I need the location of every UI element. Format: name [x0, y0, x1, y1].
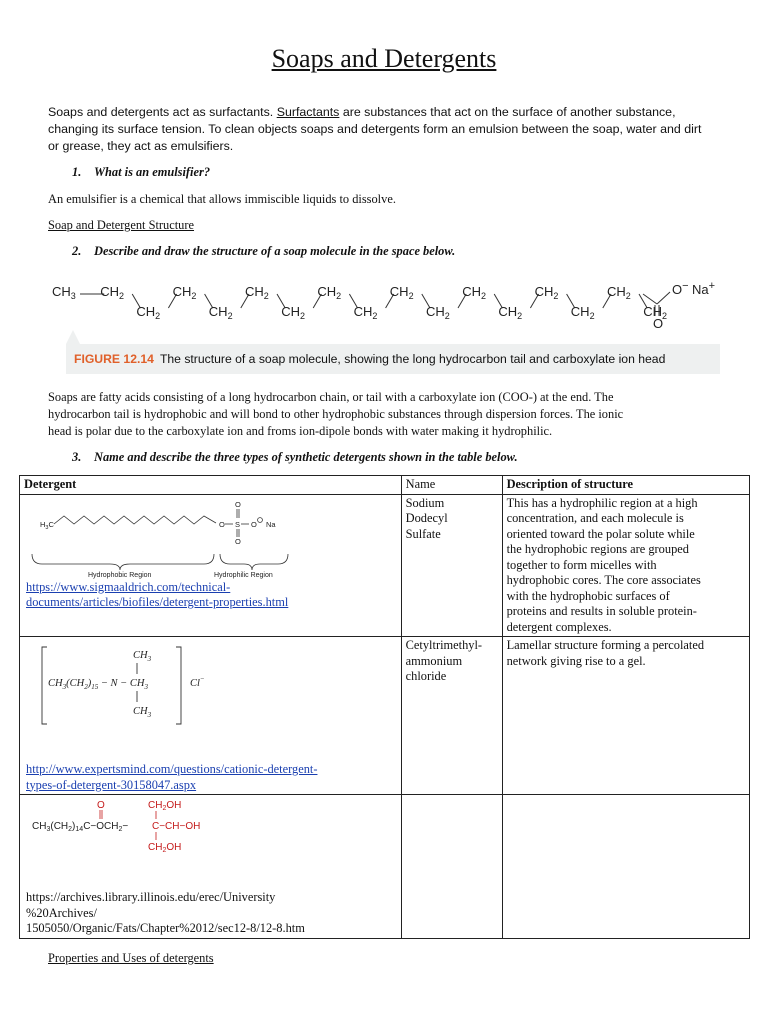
question-2: [72, 244, 455, 259]
description-line: This has a hydrophilic region at a high: [506, 495, 698, 510]
table-header-row: [20, 476, 750, 495]
description-line: proteins and results in soluble protein-: [506, 604, 697, 618]
figure-caption: [66, 344, 720, 374]
name-line: chloride: [405, 669, 447, 683]
question-text: Name and describe the three types of synthetic detergents shown in the table below.: [94, 450, 518, 464]
row2-name-cell: [401, 637, 502, 795]
row3-name-cell: [401, 795, 502, 939]
carbonyl-oxygen-label: O: [653, 316, 664, 331]
row1-description-cell: [502, 494, 749, 637]
carbonyl-oxygen-label: O: [97, 800, 105, 811]
ch2oh-top-label: $CH_2OH$: [148, 800, 182, 812]
row1-name-cell: [401, 494, 502, 637]
description-line: concentration, and each molecule is: [506, 511, 684, 525]
ch2-label: $CH_2$: [172, 284, 197, 301]
header-description: Description of structure: [502, 476, 749, 495]
row2-detergent-cell: [20, 637, 402, 795]
ch3-top-label: $CH_3$: [133, 650, 152, 663]
chain-label: $CH_3(CH_2)_{15} - N - CH_3$: [48, 678, 148, 691]
answer-2: [48, 389, 748, 440]
answer-2-line: hydrocarbon tail is hydrophobic and will bond to other hydrophobic substances through dispersion forces. The ionic: [48, 407, 624, 421]
name-line: Sodium: [405, 495, 445, 510]
question-text: What is an emulsifier?: [94, 165, 211, 179]
caption-pointer: [66, 326, 80, 344]
ch2-label: $CH_2$: [643, 304, 667, 321]
hydrophilic-region-label: Hydrophilic Region: [214, 571, 273, 579]
ch2-label: $CH_2$: [317, 284, 342, 301]
sodium-label: Na+: [692, 280, 716, 297]
hydrophobic-region-label: Hydrophobic Region: [88, 571, 152, 579]
ch2-label: $CH_2$: [426, 304, 450, 321]
name-line: Sulfate: [405, 526, 441, 541]
archives-url-line: %20Archives/: [26, 905, 97, 920]
sds-structure-diagram: [26, 496, 306, 580]
ctac-structure-diagram: [40, 644, 260, 736]
page-title: Soaps and Detergents: [271, 44, 497, 73]
intro-text: are substances that act on the surface of another substance,: [339, 105, 676, 119]
description-line: oriented toward the polar solute while: [506, 526, 695, 541]
ch2-label: $CH_2$: [607, 284, 631, 301]
expertsmind-link[interactable]: http://www.expertsmind.com/questions/cationic-detergent-: [26, 762, 318, 776]
intro-text: Soaps and detergents act as surfactants.: [48, 105, 277, 119]
sodium-label: Na: [266, 519, 276, 529]
name-line: Dodecyl: [405, 511, 448, 525]
monoglyceride-structure-diagram: [30, 798, 230, 856]
header-detergent: Detergent: [20, 476, 402, 495]
sulfur-label: S: [235, 519, 241, 529]
oxygen-label: O: [251, 519, 257, 529]
ch2-label: $CH_2$: [353, 304, 378, 321]
surfactants-term: Surfactants: [276, 105, 340, 119]
answer-1: An emulsifier is a chemical that allows immiscible liquids to dissolve.: [48, 192, 396, 206]
description-line: the hydrophobic regions are grouped: [506, 542, 689, 556]
answer-2-line: Soaps are fatty acids consisting of a long hydrocarbon chain, or tail with a carboxylate ion (COO-) at the end. The: [48, 390, 614, 404]
question-number: 2.: [72, 244, 82, 258]
section-heading-structure: Soap and Detergent Structure: [48, 218, 195, 232]
ch2-label: $CH_2$: [570, 304, 595, 321]
detergent-table: [19, 475, 750, 939]
row1-detergent-cell: [20, 494, 402, 637]
h3c-label: $H_3C$: [40, 519, 54, 531]
oxygen-label: O: [219, 519, 225, 529]
answer-2-line: head is polar due to the carboxylate ion and froms ion-dipole bonds with water making it hydrophilic.: [48, 424, 553, 438]
oxygen-label: O: [235, 499, 241, 509]
description-line: together to form micelles with: [506, 557, 657, 572]
question-text: Describe and draw the structure of a soap molecule in the space below.: [94, 244, 456, 258]
sigma-aldrich-link[interactable]: documents/articles/biofiles/detergent-properties.html: [26, 595, 289, 609]
ch2-label: $CH_2$: [534, 284, 559, 301]
question-3: [72, 450, 518, 465]
ch2-label: $CH_2$: [245, 284, 269, 301]
question-number: 3.: [72, 450, 82, 464]
row2-description-cell: [502, 637, 749, 795]
ch2oh-bottom-label: $CH_2OH$: [148, 842, 182, 854]
description-line: hydrophobic cores. The core associates: [506, 573, 701, 587]
soap-molecule-diagram: [46, 274, 736, 338]
chloride-label: Cl−: [190, 675, 205, 689]
table-row: [20, 795, 750, 939]
ch2-label: $CH_2$: [498, 304, 523, 321]
name-line: ammonium: [405, 653, 463, 668]
figure-label: FIGURE 12.14: [74, 352, 154, 366]
ch2-label: $CH_2$: [208, 304, 233, 321]
ch2-label: $CH_2$: [100, 284, 124, 301]
ch2-label: $CH_2$: [136, 304, 161, 321]
ch3-bottom-label: $CH_3$: [133, 706, 152, 719]
header-name: Name: [401, 476, 502, 495]
table-row: [20, 494, 750, 637]
question-number: 1.: [72, 165, 82, 179]
name-line: Cetyltrimethyl-: [405, 638, 483, 652]
oxide-ion-label: O−: [672, 280, 689, 297]
ch2-label: $CH_2$: [462, 284, 486, 301]
ch-oh-label: C−CH−OH: [152, 821, 201, 832]
ch2-label: $CH_2$: [389, 284, 414, 301]
archives-url-line: 1505050/Organic/Fats/Chapter%2012/sec12-8/12-8.htm: [26, 921, 305, 935]
ch3-label: $CH_3$: [52, 284, 76, 301]
row3-detergent-cell: [20, 795, 402, 939]
ch2-label: $CH_2$: [281, 304, 305, 321]
description-line: detergent complexes.: [506, 619, 612, 634]
table-row: [20, 637, 750, 795]
sigma-aldrich-link[interactable]: https://www.sigmaaldrich.com/technical-: [26, 579, 231, 594]
expertsmind-link[interactable]: types-of-detergent-30158047.aspx: [26, 777, 197, 792]
question-1: [72, 165, 210, 180]
intro-line-3: or grease, they act as emulsifiers.: [48, 139, 234, 153]
description-line: network giving rise to a gel.: [506, 653, 646, 668]
fatty-chain-label: $CH_3(CH_2)_{14}C-OCH_2-$: [32, 821, 129, 833]
intro-line-2: changing its surface tension. To clean objects soaps and detergents form an emulsion between the soap, water and dirt: [48, 122, 702, 136]
section-heading-properties: Properties and Uses of detergents: [48, 951, 214, 965]
row3-description-cell: [502, 795, 749, 939]
description-line: with the hydrophobic surfaces of: [506, 588, 670, 603]
intro-paragraph: [48, 104, 738, 155]
description-line: Lamellar structure forming a percolated: [506, 638, 705, 652]
figure-caption-text: The structure of a soap molecule, showing the long hydrocarbon tail and carboxylate ion head: [159, 352, 666, 366]
oxygen-label: O: [235, 536, 241, 546]
archives-url-line: https://archives.library.illinois.edu/erec/University: [26, 890, 276, 904]
